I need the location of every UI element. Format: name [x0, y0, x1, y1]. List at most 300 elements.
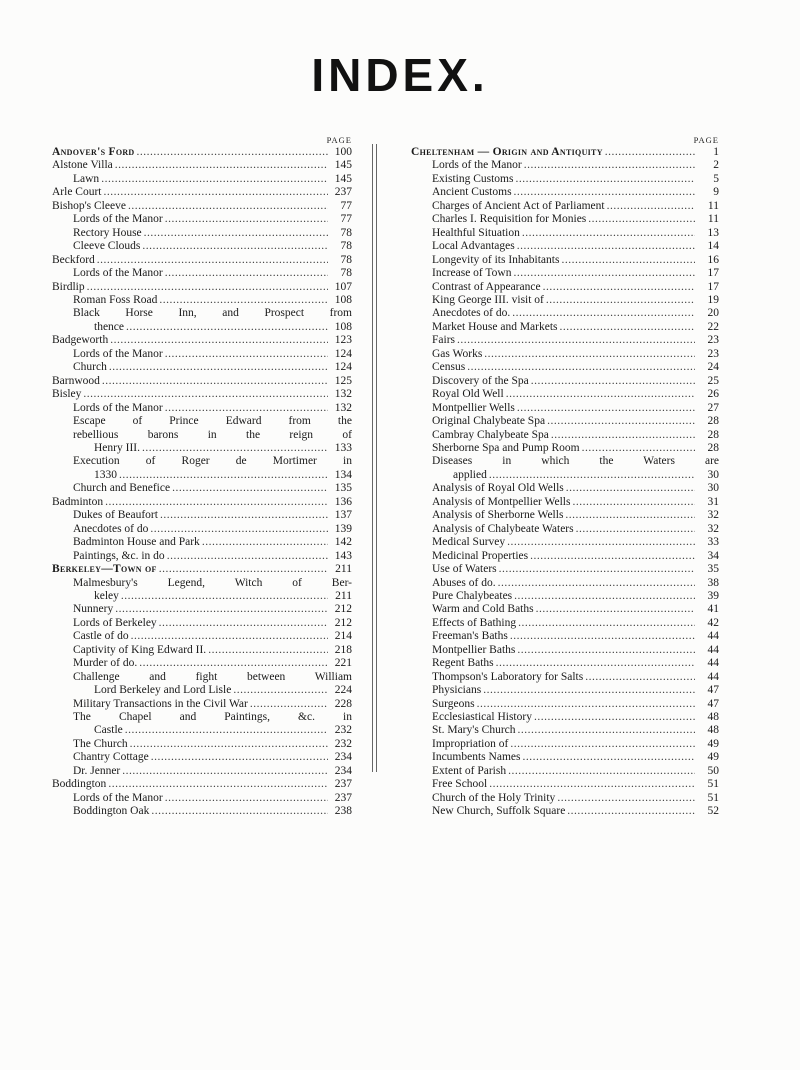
index-entry — [411, 267, 719, 280]
index-entry-text: Effects of Bathing — [432, 616, 517, 629]
index-entry-text: Lawn — [73, 172, 100, 185]
column-divider — [372, 144, 373, 772]
index-entry — [411, 361, 719, 374]
index-entry — [52, 159, 352, 172]
page-number: 78 — [340, 240, 352, 253]
page-number: 22 — [707, 320, 719, 333]
index-entry-text: Market House and Markets — [432, 320, 558, 333]
dot-leader — [607, 200, 695, 213]
page-title: INDEX. — [311, 49, 489, 101]
page-number: 107 — [334, 280, 352, 293]
index-entry-text: Discovery of the Spa — [432, 374, 529, 387]
dot-leader — [514, 590, 695, 603]
dot-leader — [467, 361, 695, 374]
page-number: 78 — [340, 253, 352, 266]
page-number: 51 — [707, 778, 719, 791]
index-entry-text: Black Horse Inn, and Prospect from — [73, 307, 352, 320]
dot-leader — [513, 267, 695, 280]
page-number: 132 — [334, 388, 352, 401]
index-entry — [52, 792, 352, 805]
dot-leader — [144, 227, 328, 240]
index-entry — [411, 765, 719, 778]
index-entry — [411, 173, 719, 186]
dot-leader — [122, 765, 328, 778]
index-entry-text: King George III. visit of — [432, 293, 544, 306]
index-entry — [52, 496, 352, 509]
page-number: 142 — [334, 536, 352, 549]
index-entry — [411, 294, 719, 307]
index-entry-text: Captivity of King Edward II. — [73, 643, 207, 656]
index-entry-text: Roman Foss Road — [73, 293, 158, 306]
page-number: 17 — [707, 267, 719, 280]
dot-leader — [522, 227, 695, 240]
index-entry — [411, 254, 719, 267]
dot-leader — [108, 778, 328, 791]
index-entry-text: Boddington — [52, 778, 107, 791]
index-entry — [52, 751, 352, 764]
dot-leader — [151, 805, 328, 818]
page-number: 23 — [707, 347, 719, 360]
dot-leader — [507, 536, 695, 549]
page-number: 44 — [707, 630, 719, 643]
index-entry-text: Diseases in which the Waters are — [432, 455, 719, 468]
index-entry-text: Dr. Jenner — [73, 764, 121, 777]
index-entry — [411, 590, 719, 603]
index-entry — [52, 173, 352, 186]
index-entry — [52, 711, 352, 738]
index-entry-text: Birdlip — [52, 280, 85, 293]
index-entry-text: Military Transactions in the Civil War — [73, 697, 248, 710]
index-entry-text: Existing Customs — [432, 172, 514, 185]
page-number: 133 — [334, 441, 352, 454]
index-entry-text: St. Mary's Church — [432, 724, 516, 737]
index-entry — [52, 671, 352, 698]
index-entry-text: The Chapel and Paintings, &c. in — [73, 711, 352, 724]
index-entry-text: Regent Baths — [432, 657, 494, 670]
dot-leader — [517, 402, 695, 415]
dot-leader — [208, 644, 328, 657]
page-number: 145 — [334, 159, 352, 172]
page-number: 48 — [707, 724, 719, 737]
page-column-label: PAGE — [326, 135, 352, 145]
page-number: 1 — [713, 146, 719, 158]
index-entry-text: Contrast of Appearance — [432, 280, 541, 293]
page-number: 211 — [335, 563, 352, 576]
page-number: 17 — [707, 280, 719, 293]
page-number: 11 — [707, 213, 719, 226]
index-entry — [52, 375, 352, 388]
index-entry-text: Nunnery — [73, 603, 114, 616]
index-entry — [411, 711, 719, 724]
dot-leader — [524, 159, 695, 172]
index-entry-text: Challenge and fight between William — [73, 670, 352, 683]
dot-leader — [87, 281, 328, 294]
page-number: 50 — [707, 764, 719, 777]
index-entry-text: Anecdotes of do. — [432, 307, 511, 320]
index-entry-text: Lord Berkeley and Lord Lisle — [94, 684, 232, 697]
page-number: 211 — [335, 589, 352, 602]
index-entry-text: Incumbents Names — [432, 751, 521, 764]
index-entry — [52, 334, 352, 347]
index-entry — [411, 321, 719, 334]
page-number: 48 — [707, 711, 719, 724]
page-number: 135 — [334, 482, 352, 495]
index-entry — [52, 778, 352, 791]
dot-leader — [83, 388, 328, 401]
dot-leader — [566, 482, 695, 495]
dot-leader — [137, 146, 329, 159]
index-entry — [411, 442, 719, 455]
dot-leader — [101, 173, 328, 186]
index-entry-text: Bishop's Cleeve — [52, 199, 126, 212]
index-entry — [411, 738, 719, 751]
dot-leader — [499, 563, 695, 576]
dot-leader — [498, 577, 695, 590]
index-entry-text: Physicians — [432, 684, 482, 697]
index-entry-text: Lords of the Manor — [73, 401, 163, 414]
dot-leader — [233, 684, 328, 697]
index-entry-text: Badgeworth — [52, 334, 109, 347]
page-number: 28 — [707, 428, 719, 441]
index-entry — [52, 307, 352, 334]
column-divider — [376, 144, 377, 772]
dot-leader — [585, 671, 695, 684]
index-entry-text: thence — [94, 320, 125, 333]
index-entry-text: Barnwood — [52, 374, 100, 387]
index-column-left — [52, 136, 352, 819]
index-entry-text: 1330 — [94, 468, 117, 481]
dot-leader — [104, 186, 328, 199]
index-entry — [411, 536, 719, 549]
index-entry — [52, 348, 352, 361]
page-number: 237 — [334, 778, 352, 791]
page-number: 78 — [340, 267, 352, 280]
index-entry-text: Cambray Chalybeate Spa — [432, 428, 549, 441]
index-entry-text: Free School — [432, 778, 488, 791]
index-entry — [52, 254, 352, 267]
index-entry — [411, 644, 719, 657]
page-number: 35 — [707, 563, 719, 576]
page-number: 47 — [707, 697, 719, 710]
index-entry — [52, 698, 352, 711]
dot-leader — [165, 402, 328, 415]
index-entry — [411, 792, 719, 805]
index-entry-text: Henry III. — [94, 441, 140, 454]
index-entry — [52, 200, 352, 213]
index-entry — [52, 536, 352, 549]
index-entry-text: Anecdotes of do — [73, 522, 149, 535]
index-entry — [411, 455, 719, 482]
index-entry-text: Sherborne Spa and Pump Room — [432, 441, 580, 454]
page-number: 214 — [334, 630, 352, 643]
page-number: 232 — [334, 724, 352, 737]
dot-leader — [121, 590, 328, 603]
index-entry-text: Medical Survey — [432, 536, 506, 549]
dot-leader — [512, 307, 695, 320]
index-entry — [52, 402, 352, 415]
page-number: 218 — [334, 643, 352, 656]
index-entry-text: New Church, Suffolk Square — [432, 805, 566, 818]
page-number: 47 — [707, 684, 719, 697]
index-entry-text: Census — [432, 361, 466, 374]
page-number: 124 — [334, 347, 352, 360]
dot-leader — [131, 630, 328, 643]
index-entry — [411, 496, 719, 509]
index-entry-text: Rectory House — [73, 226, 142, 239]
index-entry — [52, 617, 352, 630]
index-entry — [411, 657, 719, 670]
index-column-right — [411, 136, 719, 819]
dot-leader — [484, 348, 695, 361]
page-number: 16 — [707, 253, 719, 266]
page-number: 237 — [334, 791, 352, 804]
dot-leader — [165, 267, 328, 280]
dot-leader — [159, 294, 328, 307]
page-number: 77 — [340, 199, 352, 212]
dot-leader — [97, 254, 328, 267]
dot-leader — [536, 603, 695, 616]
index-entry-text: Badminton — [52, 495, 104, 508]
dot-leader — [506, 388, 695, 401]
page-number: 32 — [707, 509, 719, 522]
index-entry — [52, 227, 352, 240]
page-number: 221 — [334, 657, 352, 670]
index-entry-text: Thompson's Laboratory for Salts — [432, 670, 584, 683]
index-entry — [411, 577, 719, 590]
index-entry-text: Lords of the Manor — [432, 159, 522, 172]
index-entry-text: Use of Waters — [432, 563, 497, 576]
index-entry-text: Chantry Cottage — [73, 751, 149, 764]
index-entry-text: Andover's Ford — [52, 146, 135, 158]
index-entry-text: Church and Benefice — [73, 482, 171, 495]
dot-leader — [518, 724, 695, 737]
index-entry — [52, 388, 352, 401]
index-entry-text: Lords of Berkeley — [73, 616, 157, 629]
index-entry — [52, 603, 352, 616]
dot-leader — [477, 698, 695, 711]
page-number: 11 — [707, 199, 719, 212]
dot-leader — [543, 281, 695, 294]
dot-leader — [508, 765, 695, 778]
index-entry — [411, 550, 719, 563]
index-entry-text: Church of the Holy Trinity — [432, 791, 556, 804]
index-entry-text: Cheltenham — Origin and Antiquity — [411, 146, 603, 158]
index-entry-text: Escape of Prince Edward from the — [73, 415, 352, 428]
page-number: 78 — [340, 226, 352, 239]
index-entry-text: Montpellier Wells — [432, 401, 515, 414]
index-entry-text: Gas Works — [432, 347, 483, 360]
index-entry-text: Badminton House and Park — [73, 536, 200, 549]
index-entry-text: Analysis of Chalybeate Waters — [432, 522, 574, 535]
dot-leader — [119, 469, 328, 482]
page-number: 125 — [334, 374, 352, 387]
dot-leader — [551, 429, 695, 442]
index-entry-text: Surgeons — [432, 697, 475, 710]
index-entry — [52, 738, 352, 751]
dot-leader — [115, 159, 328, 172]
index-entry-text: Malmesbury's Legend, Witch of Ber- — [73, 576, 352, 589]
index-entry-text: Ancient Customs — [432, 186, 512, 199]
index-entry — [52, 455, 352, 482]
page-number: 134 — [334, 468, 352, 481]
index-entry — [411, 348, 719, 361]
page-number: 44 — [707, 643, 719, 656]
page-number: 14 — [707, 240, 719, 253]
page-number: 137 — [334, 509, 352, 522]
index-entry-text: Bisley — [52, 388, 82, 401]
index-entry — [411, 186, 719, 199]
index-entry-text: Church — [73, 361, 107, 374]
dot-leader — [165, 792, 328, 805]
page-number: 234 — [334, 751, 352, 764]
page-number: 30 — [707, 468, 719, 481]
index-entry — [52, 213, 352, 226]
dot-leader — [489, 469, 695, 482]
dot-leader — [588, 213, 695, 226]
index-entry-text: Fairs — [432, 334, 455, 347]
dot-leader — [159, 563, 328, 576]
page-number: 108 — [334, 320, 352, 333]
page-number: 212 — [334, 616, 352, 629]
dot-leader — [572, 496, 695, 509]
page-column-label: PAGE — [693, 135, 719, 145]
page-number: 41 — [707, 603, 719, 616]
index-entry-text: Murder of do. — [73, 657, 138, 670]
page-number: 77 — [340, 213, 352, 226]
page-number: 49 — [707, 751, 719, 764]
index-entry-text: Berkeley—Town of — [52, 563, 157, 576]
index-entry-text: Boddington Oak — [73, 805, 150, 818]
dot-leader — [110, 334, 328, 347]
page-number: 51 — [707, 791, 719, 804]
page-number: 49 — [707, 737, 719, 750]
index-entry-text: Pure Chalybeates — [432, 589, 513, 602]
page-number: 31 — [707, 495, 719, 508]
dot-leader — [522, 751, 695, 764]
dot-leader — [125, 724, 328, 737]
index-entry — [411, 375, 719, 388]
index-entry — [411, 482, 719, 495]
dot-leader — [142, 240, 328, 253]
index-entry — [52, 550, 352, 563]
dot-leader — [514, 186, 695, 199]
index-entry — [411, 213, 719, 226]
page-number: 9 — [713, 186, 719, 199]
index-entry-text: Healthful Situation — [432, 226, 520, 239]
page-number: 34 — [707, 549, 719, 562]
dot-leader — [515, 173, 695, 186]
dot-leader — [560, 321, 695, 334]
index-entry-text: Dukes of Beaufort — [73, 509, 158, 522]
dot-leader — [139, 657, 328, 670]
index-entry — [411, 603, 719, 616]
page-number: 24 — [707, 361, 719, 374]
dot-leader — [165, 348, 328, 361]
index-entry — [52, 577, 352, 604]
index-entry-text: Ecclesiastical History — [432, 711, 532, 724]
dot-leader — [102, 375, 328, 388]
index-entry-text: Lords of the Manor — [73, 791, 163, 804]
dot-leader — [126, 321, 328, 334]
index-entry-text: applied — [453, 468, 487, 481]
index-entry — [411, 402, 719, 415]
page-number: 23 — [707, 334, 719, 347]
dot-leader — [130, 738, 328, 751]
index-entry — [411, 146, 719, 159]
dot-leader — [565, 509, 695, 522]
index-list-left — [52, 146, 352, 819]
dot-leader — [160, 509, 328, 522]
page-number: 20 — [707, 307, 719, 320]
page-number: 123 — [334, 334, 352, 347]
index-entry-text: Alstone Villa — [52, 159, 113, 172]
dot-leader — [547, 415, 695, 428]
index-entry-text: Abuses of do. — [432, 576, 496, 589]
page-number: 232 — [334, 737, 352, 750]
index-entry-text: Castle of do — [73, 630, 129, 643]
page-number: 238 — [334, 805, 352, 818]
dot-leader — [518, 617, 695, 630]
index-entry — [411, 805, 719, 818]
dot-leader — [483, 684, 695, 697]
index-entry-text: Lords of the Manor — [73, 347, 163, 360]
index-entry-text: Arle Court — [52, 186, 102, 199]
page-number: 237 — [334, 186, 352, 199]
index-entry — [52, 415, 352, 455]
index-entry-text: Increase of Town — [432, 267, 512, 280]
page-number: 27 — [707, 401, 719, 414]
index-entry — [411, 240, 719, 253]
page-number: 25 — [707, 374, 719, 387]
dot-leader — [530, 550, 695, 563]
dot-leader — [109, 361, 328, 374]
dot-leader — [165, 213, 328, 226]
index-entry-text: Freeman's Baths — [432, 630, 508, 643]
index-entry — [52, 644, 352, 657]
index-entry-text: Charges of Ancient Act of Parliament — [432, 199, 605, 212]
page-number: 108 — [334, 293, 352, 306]
page-number: 26 — [707, 388, 719, 401]
index-entry — [52, 186, 352, 199]
page-number: 124 — [334, 361, 352, 374]
index-entry-text: Paintings, &c. in do — [73, 549, 165, 562]
dot-leader — [142, 442, 328, 455]
page-number: 30 — [707, 482, 719, 495]
dot-leader — [115, 603, 328, 616]
page-number: 139 — [334, 522, 352, 535]
dot-leader — [567, 805, 695, 818]
index-entry-text: Local Advantages — [432, 240, 515, 253]
dot-leader — [582, 442, 695, 455]
index-entry — [411, 778, 719, 791]
index-entry — [411, 630, 719, 643]
index-entry-text: Lords of the Manor — [73, 267, 163, 280]
index-entry-text: Execution of Roger de Mortimer in — [73, 455, 352, 468]
page-number: 28 — [707, 441, 719, 454]
page-number: 212 — [334, 603, 352, 616]
dot-leader — [531, 375, 695, 388]
index-entry-text: Medicinal Properties — [432, 549, 529, 562]
dot-leader — [202, 536, 328, 549]
index-entry-text: Charles I. Requisition for Monies — [432, 213, 587, 226]
index-entry — [52, 482, 352, 495]
dot-leader — [576, 523, 695, 536]
index-entry — [52, 240, 352, 253]
index-entry-text: Original Chalybeate Spa — [432, 415, 546, 428]
page-number: 52 — [707, 805, 719, 818]
page-number: 2 — [713, 159, 719, 172]
dot-leader — [105, 496, 328, 509]
